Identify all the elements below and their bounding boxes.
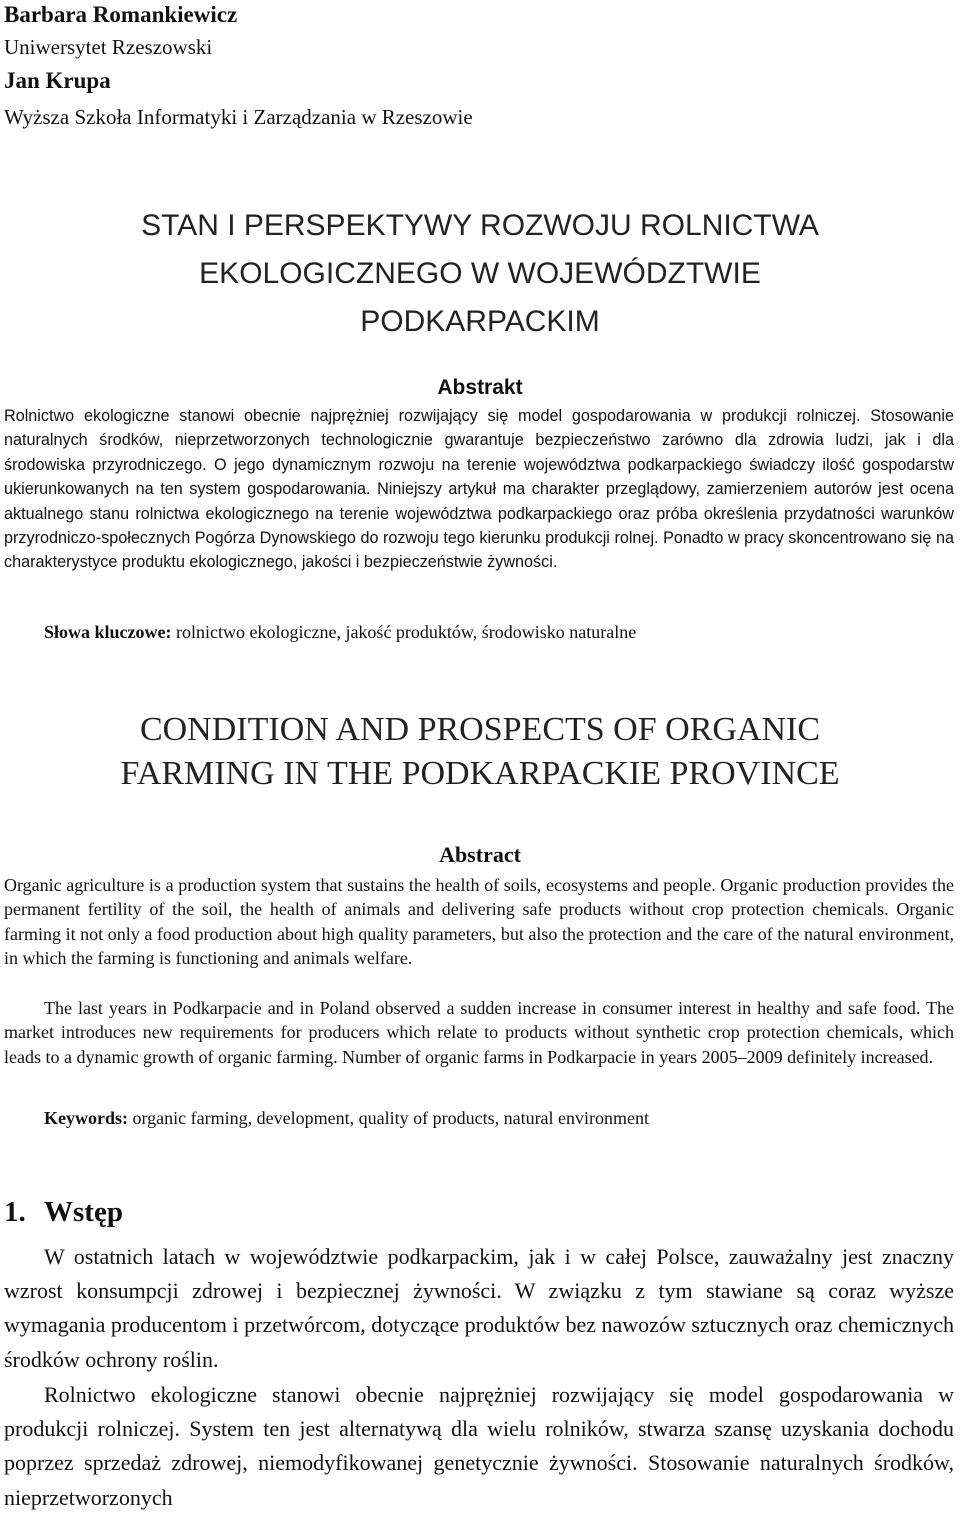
abstract-text-polish: Rolnictwo ekologiczne stanowi obecnie najprężniej rozwijający się model gospodarowania w produkcji rolniczej. Stosowanie naturalnych środków, nieprzetworzonych technologicznie gwarantuje bezpieczeństwo zarówno dla zdrowia ludzi, jak i dla środowiska przyrodniczego. O jego dynamicznym rozwoju na terenie województwa podkarpackiego świadczy ilość gospodarstw ukierunkowanych na ten system gospodarowania. Niniejszy artykuł ma charakter przeglądowy, zamierzeniem autorów jest ocena aktualnego stanu rolnictwa ekologicznego na terenie województwa podkarpackiego oraz próba określenia przydatności warunków przyrodniczo-społecznych Pogórza Dynowskiego do rozwoju tego kierunku produkcji rolnej. Ponadto w pracy skoncentrowano się na charakterystyce produktu ekologicznego, jakości i bezpieczeństwie żywności.	[4, 407, 954, 572]
keywords-polish-list: rolnictwo ekologiczne, jakość produktów, środowisko naturalne	[171, 622, 637, 642]
title-english	[0, 708, 960, 796]
section-heading	[4, 1196, 123, 1229]
body-paragraph-1-content: W ostatnich latach w województwie podkarpackim, jak i w całej Polsce, zauważalny jest znaczny wzrost konsumpcji zdrowej i bezpiecznej żywności. W związku z tym stawiane są coraz wyższe wymagania producentom i przetwórcom, dotyczące produktów bez nawozów sztucznych oraz chemicznych środków ochrony roślin.	[4, 1244, 954, 1372]
keywords-english	[44, 1108, 649, 1129]
title-polish-line-1: STAN I PERSPEKTYWY ROZWOJU ROLNICTWA	[141, 209, 819, 242]
section-number: 1.	[4, 1196, 26, 1228]
author-affiliation-1: Uniwersytet Rzeszowski	[4, 35, 213, 59]
keywords-polish-label: Słowa kluczowe:	[44, 622, 172, 642]
title-english-line-1: CONDITION AND PROSPECTS OF ORGANIC	[139, 711, 821, 748]
author-name-2: Jan Krupa	[4, 68, 111, 93]
abstract-text-english-2-content: The last years in Podkarpacie and in Poland observed a sudden increase in consumer interest in healthy and safe food. The market introduces new requirements for producers which relate to products without synthetic crop protection chemicals, which leads to a dynamic growth of organic farming. Number of organic farms in Podkarpacie in years 2005–2009 definitely increased.	[4, 998, 954, 1067]
title-polish-line-3: PODKARPACKIM	[360, 305, 600, 338]
body-paragraph-1	[4, 1240, 954, 1377]
section-title: Wstęp	[44, 1196, 123, 1228]
abstract-text-english-1: Organic agriculture is a production system that sustains the health of soils, ecosystems and people. Organic production provides the permanent fertility of the soil, the health of animals and delivering safe products without crop protection chemicals. Organic farming it not only a food production about high quality parameters, but also the protection and the care of the natural environment, in which the farming is functioning and animals welfare.	[4, 875, 954, 968]
abstract-heading-english: Abstract	[439, 842, 521, 867]
body-paragraph-2-content: Rolnictwo ekologiczne stanowi obecnie najprężniej rozwijający się model gospodarowania w produkcji rolniczej. System ten jest alternatywą dla wielu rolników, stwarza szansę uzyskania dochodu poprzez sprzedaż zdrowej, niemodyfikowanej genetycznie żywności. Stosowanie naturalnych środków, nieprzetworzonych	[4, 1382, 954, 1510]
title-english-line-2: FARMING IN THE PODKARPACKIE PROVINCE	[120, 755, 840, 792]
author-name-1: Barbara Romankiewicz	[4, 2, 238, 27]
keywords-english-label: Keywords:	[44, 1108, 128, 1128]
body-paragraph-2	[4, 1378, 954, 1515]
abstract-heading-polish: Abstrakt	[437, 376, 523, 399]
keywords-english-list: organic farming, development, quality of products, natural environment	[128, 1108, 650, 1128]
author-affiliation-2: Wyższa Szkoła Informatyki i Zarządzania w Rzeszowie	[4, 105, 473, 129]
title-polish	[0, 202, 960, 346]
keywords-polish	[44, 622, 636, 643]
abstract-text-english-2	[4, 996, 954, 1069]
title-polish-line-2: EKOLOGICZNEGO W WOJEWÓDZTWIE	[199, 257, 761, 290]
